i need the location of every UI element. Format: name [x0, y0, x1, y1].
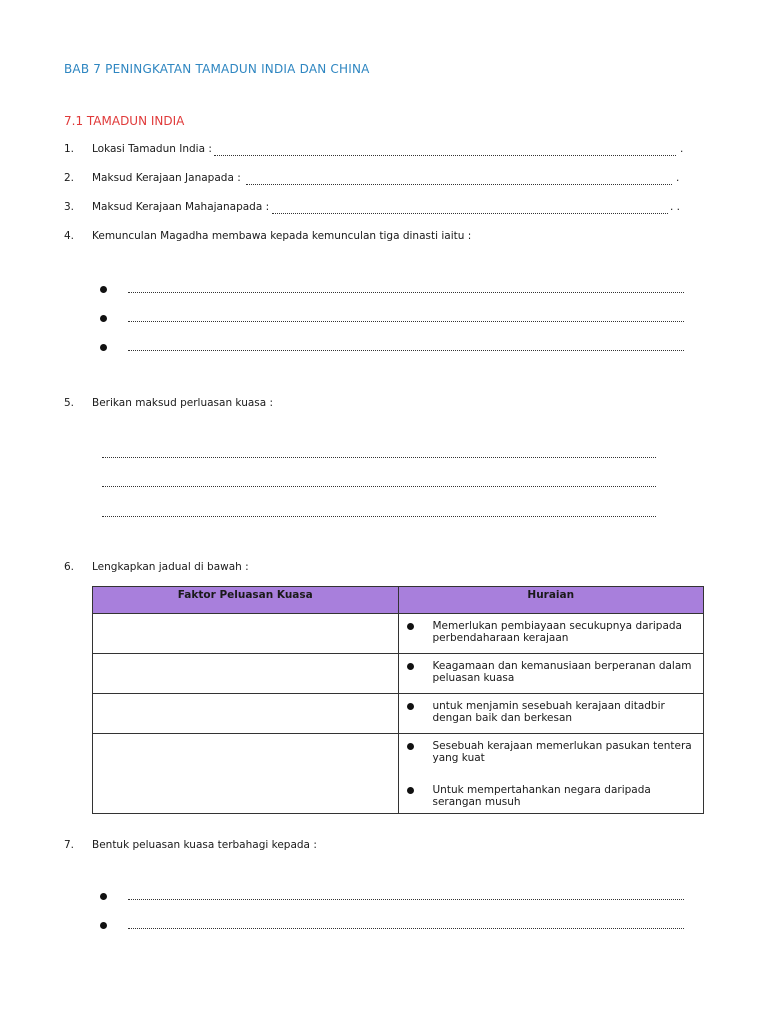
- question-number: 3.: [64, 201, 75, 213]
- chapter-title: BAB 7 PENINGKATAN TAMADUN INDIA DAN CHINA: [64, 62, 370, 76]
- answer-line[interactable]: [128, 899, 684, 900]
- answer-line[interactable]: [246, 184, 672, 185]
- answer-line[interactable]: [102, 457, 656, 458]
- question-number: 2.: [64, 172, 75, 184]
- answer-line[interactable]: [128, 321, 684, 322]
- answer-line[interactable]: [128, 350, 684, 351]
- description-text: Untuk mempertahankan negara daripada serangan musuh: [432, 784, 651, 808]
- description-text: Sesebuah kerajaan memerlukan pasukan tentera yang kuat: [432, 740, 692, 764]
- answer-trail: . .: [670, 201, 681, 213]
- table-header-row: [93, 587, 704, 614]
- bullet-icon: [100, 922, 107, 929]
- factor-cell[interactable]: [93, 614, 399, 654]
- bullet-icon: [100, 315, 107, 322]
- bullet-icon: [407, 663, 414, 670]
- question-number: 4.: [64, 230, 75, 242]
- bullet-icon: [407, 703, 414, 710]
- table-row: [93, 734, 704, 814]
- bullet-icon: [407, 787, 414, 794]
- factor-cell[interactable]: [93, 654, 399, 694]
- question-number: 1.: [64, 143, 75, 155]
- factor-cell[interactable]: [93, 734, 399, 814]
- question-text: Bentuk peluasan kuasa terbahagi kepada :: [92, 839, 317, 851]
- bullet-icon: [407, 623, 414, 630]
- bullet-icon: [407, 743, 414, 750]
- question-number: 7.: [64, 839, 75, 851]
- question-text: Maksud Kerajaan Mahajanapada :: [92, 201, 270, 213]
- answer-trail: .: [676, 172, 680, 184]
- table-row: [93, 654, 704, 694]
- answer-line[interactable]: [128, 928, 684, 929]
- table-row: [93, 614, 704, 654]
- description-text: Memerlukan pembiayaan secukupnya daripada perbendaharaan kerajaan: [432, 620, 682, 644]
- factor-cell[interactable]: [93, 694, 399, 734]
- answer-line[interactable]: [102, 516, 656, 517]
- bullet-icon: [100, 893, 107, 900]
- answer-line[interactable]: [128, 292, 684, 293]
- table-header: Huraian: [398, 587, 704, 614]
- question-text: Lokasi Tamadun India :: [92, 143, 212, 155]
- description-cell: [398, 694, 704, 734]
- answer-line[interactable]: [272, 213, 668, 214]
- question-number: 5.: [64, 397, 75, 409]
- section-title: 7.1 TAMADUN INDIA: [64, 114, 185, 128]
- bullet-icon: [100, 286, 107, 293]
- description-cell: [398, 734, 704, 814]
- question-text: Kemunculan Magadha membawa kepada kemunculan tiga dinasti iaitu :: [92, 230, 472, 242]
- description-text: Keagamaan dan kemanusiaan berperanan dalam peluasan kuasa: [432, 660, 692, 684]
- description-cell: [398, 614, 704, 654]
- question-text: Lengkapkan jadual di bawah :: [92, 561, 249, 573]
- description-cell: [398, 654, 704, 694]
- answer-line[interactable]: [102, 486, 656, 487]
- table-header: Faktor Peluasan Kuasa: [93, 587, 399, 614]
- factors-table: [92, 586, 704, 814]
- question-text: Maksud Kerajaan Janapada :: [92, 172, 241, 184]
- description-text: untuk menjamin sesebuah kerajaan ditadbir dengan baik dan berkesan: [432, 700, 665, 724]
- question-text: Berikan maksud perluasan kuasa :: [92, 397, 274, 409]
- table-row: [93, 694, 704, 734]
- question-number: 6.: [64, 561, 75, 573]
- answer-line[interactable]: [214, 155, 676, 156]
- bullet-icon: [100, 344, 107, 351]
- answer-trail: .: [680, 143, 684, 155]
